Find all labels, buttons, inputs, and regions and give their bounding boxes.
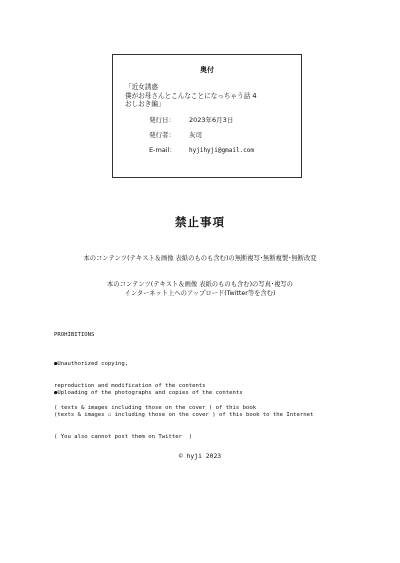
prohibition-item-line: ●Uploading of the photographs and copies of the contents <box>54 390 243 397</box>
copyright-notice: © hyji 2023 <box>178 452 222 460</box>
prohibition-item-2 <box>54 376 313 448</box>
published-date: 2023年6月3日 <box>189 116 234 124</box>
published-row <box>149 115 233 124</box>
email-address: hyjihyji@gmail.com <box>189 147 255 154</box>
publisher-row <box>149 130 202 139</box>
book-title <box>125 83 300 109</box>
prohibition-item-line: ( You also cannot post them on Twitter ) <box>54 433 193 440</box>
prohibition-item-line: ( texts & images including those on the cover ) of this book <box>54 404 257 411</box>
email-label: E-mail： <box>149 146 176 154</box>
prohibited-heading: 禁止事項 <box>175 215 225 229</box>
prohibition-item-line: reproduction and modification of the contents <box>54 383 206 390</box>
colophon-box <box>112 54 302 178</box>
prohibitions-heading: PROHIBITIONS <box>54 332 95 338</box>
jp-prohibition-2a: 本のコンテンツ(テキスト＆画像 表紙のものも含む)の写真･複写の <box>107 281 293 288</box>
jp-prohibition-2b: インターネット上へのアップロード(Twitter等を含む) <box>124 290 276 297</box>
book-title-line: 僕がお母さんとこんなことになっちゃう話 4 <box>125 91 257 100</box>
publisher-name: 灰司 <box>189 131 202 139</box>
book-title-line: おしおき編」 <box>125 100 165 109</box>
published-label: 発行日： <box>149 116 175 124</box>
publisher-label: 発行者： <box>149 131 175 139</box>
prohibition-item-line: (texts & images ☐ including those on the cover ) of this book to the Internet <box>54 412 314 419</box>
prohibition-item-line: ●Unauthorized copying, <box>54 361 129 368</box>
jp-prohibition-1: 本のコンテンツ(テキスト＆画像 表紙のものも含む)の無断複写･無断複製･無断改変 <box>83 255 317 262</box>
book-title-line: 「近女誘惑 <box>125 83 158 91</box>
colophon-heading: 奥付 <box>200 66 214 74</box>
email-row <box>149 145 254 154</box>
